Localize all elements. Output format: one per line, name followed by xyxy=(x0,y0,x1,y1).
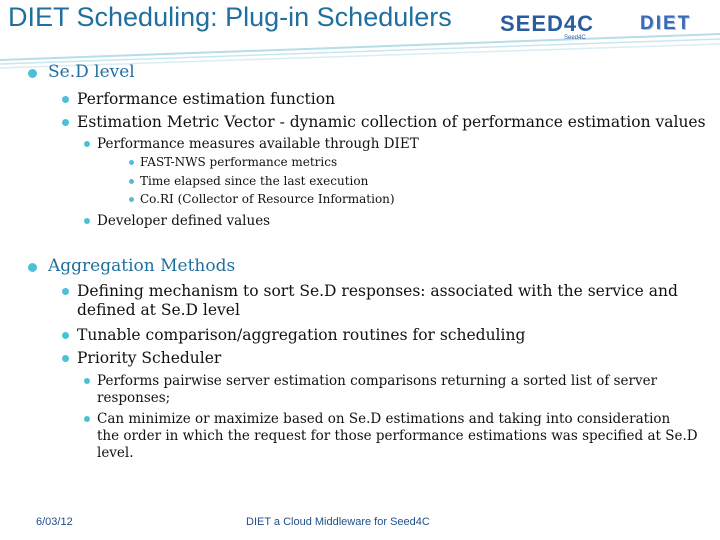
list-item-text: level. xyxy=(97,445,134,461)
list-item-text: Performance measures available through DIET xyxy=(97,136,419,152)
list-item-text: responses; xyxy=(97,390,171,406)
bullet-icon xyxy=(28,263,37,272)
list-item-text: Can minimize or maximize based on Se.D estimations and taking into consideration xyxy=(97,411,671,427)
footer-title: DIET a Cloud Middleware for Seed4C xyxy=(246,516,430,528)
list-item xyxy=(140,192,395,206)
bullet-icon xyxy=(28,69,37,78)
list-item xyxy=(97,213,270,229)
bullet-icon xyxy=(84,416,90,422)
list-item xyxy=(77,113,706,131)
heading-aggregation-methods xyxy=(48,256,235,276)
list-item-continuation xyxy=(97,428,698,444)
bullet-icon xyxy=(62,119,69,126)
list-item xyxy=(97,136,419,152)
seed4c-logo-text: SEED4C xyxy=(500,11,595,36)
bullet-icon xyxy=(84,218,90,224)
heading-sed-level xyxy=(48,62,135,82)
list-item-text: Performance estimation function xyxy=(77,90,336,108)
list-item-continuation xyxy=(77,301,240,319)
bullet-icon xyxy=(62,96,69,103)
bullet-icon xyxy=(62,355,69,362)
list-item xyxy=(140,174,368,188)
bullet-icon xyxy=(62,288,69,295)
list-item-text: Estimation Metric Vector - dynamic collection of performance estimation values xyxy=(77,113,706,131)
list-item-continuation xyxy=(97,390,170,406)
list-item-text: defined at Se.D level xyxy=(77,301,240,319)
list-item-text: Priority Scheduler xyxy=(77,349,222,367)
list-item-text: Time elapsed since the last execution xyxy=(140,174,369,188)
list-item xyxy=(77,90,335,108)
list-item xyxy=(97,373,657,389)
bullet-icon xyxy=(129,179,134,184)
list-item-text: Tunable comparison/aggregation routines for scheduling xyxy=(77,326,526,344)
list-item xyxy=(77,282,678,300)
bullet-icon xyxy=(129,197,134,202)
bullet-icon xyxy=(62,332,69,339)
list-item xyxy=(140,155,337,169)
list-item xyxy=(77,349,221,367)
diet-logo xyxy=(636,13,706,35)
seed4c-logo-subtext: Seed4C xyxy=(564,35,586,41)
bullet-icon xyxy=(84,141,90,147)
footer-date: 6/03/12 xyxy=(36,516,73,528)
slide-title: DIET Scheduling: Plug-in Schedulers xyxy=(8,2,452,32)
list-item-text: FAST-NWS performance metrics xyxy=(140,155,338,169)
seed4c-logo xyxy=(500,6,595,46)
diet-logo-text: DIET xyxy=(640,13,692,34)
bullet-icon xyxy=(129,160,134,165)
list-item-text: Performs pairwise server estimation comparisons returning a sorted list of server xyxy=(97,373,658,389)
bullet-icon xyxy=(84,378,90,384)
heading-text: Se.D level xyxy=(48,62,135,82)
list-item-text: the order in which the request for those performance estimations was specified at Se.D xyxy=(97,428,698,444)
list-item-text: Defining mechanism to sort Se.D responses: associated with the service and xyxy=(77,282,678,300)
list-item xyxy=(77,326,525,344)
heading-text: Aggregation Methods xyxy=(48,256,236,276)
list-item-text: Co.RI (Collector of Resource Information) xyxy=(140,192,395,206)
list-item-continuation xyxy=(97,445,134,461)
list-item-text: Developer defined values xyxy=(97,213,271,229)
list-item xyxy=(97,411,670,427)
